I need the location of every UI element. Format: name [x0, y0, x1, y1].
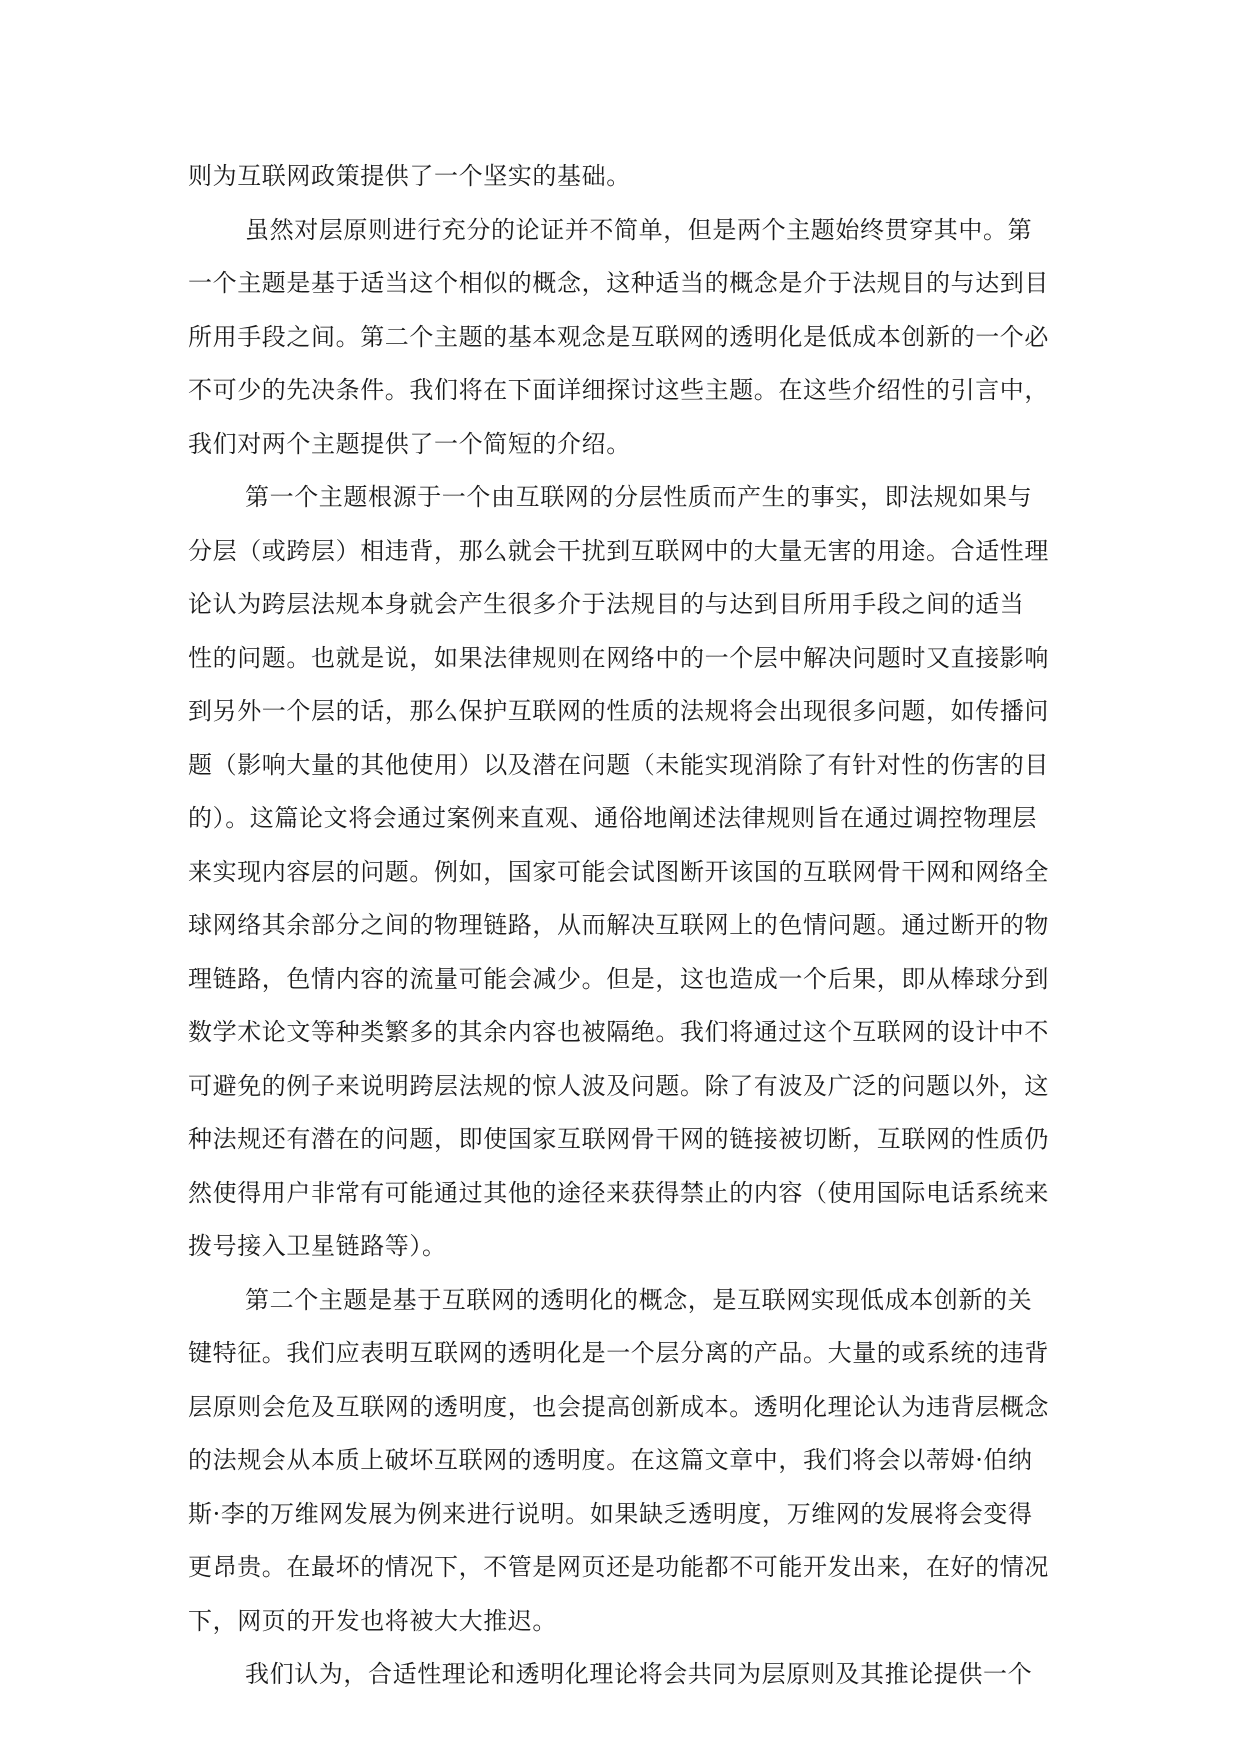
text-line: 所用手段之间。第二个主题的基本观念是互联网的透明化是低成本创新的一个必: [188, 322, 1049, 351]
text-line: 理链路，色情内容的流量可能会减少。但是，这也造成一个后果，即从棒球分到: [188, 964, 1049, 993]
paragraph-first-line: 我们认为，合适性理论和透明化理论将会共同为层原则及其推论提供一个: [245, 1660, 1033, 1688]
text-line: 键特征。我们应表明互联网的透明化是一个层分离的产品。大量的或系统的违背: [188, 1339, 1049, 1367]
text-line: 分层（或跨层）相违背，那么就会干扰到互联网中的大量无害的用途。合适性理: [188, 536, 1049, 565]
text-line: 不可少的先决条件。我们将在下面详细探讨这些主题。在这些介绍性的引言中，: [188, 376, 1049, 404]
text-line: 题（影响大量的其他使用）以及潜在问题（未能实现消除了有针对性的伤害的目: [188, 750, 1049, 779]
text-line: 论认为跨层法规本身就会产生很多介于法规目的与达到目所用手段之间的适当: [188, 590, 1025, 618]
text-line: 更昂贵。在最坏的情况下，不管是网页还是功能都不可能开发出来，在好的情况: [188, 1553, 1049, 1581]
text-line: 拨号接入卫星链路等）。: [188, 1232, 447, 1260]
text-line: 我们对两个主题提供了一个简短的介绍。: [188, 429, 631, 458]
text-line: 则为互联网政策提供了一个坚实的基础。: [188, 162, 631, 190]
text-line: 斯·李的万维网发展为例来进行说明。如果缺乏透明度，万维网的发展将会变得: [188, 1499, 1033, 1528]
text-line: 球网络其余部分之间的物理链路，从而解决互联网上的色情问题。通过断开的物: [188, 911, 1049, 939]
text-line: 的法规会从本质上破坏互联网的透明度。在这篇文章中，我们将会以蒂姆·伯纳: [188, 1446, 1033, 1474]
text-line: 下，网页的开发也将被大大推迟。: [188, 1606, 557, 1635]
text-line: 来实现内容层的问题。例如，国家可能会试图断开该国的互联网骨干网和网络全: [188, 857, 1049, 886]
text-line: 层原则会危及互联网的透明度，也会提高创新成本。透明化理论认为违背层概念: [188, 1392, 1049, 1421]
text-line: 一个主题是基于适当这个相似的概念，这种适当的概念是介于法规目的与达到目: [188, 269, 1049, 297]
text-line: 的）。这篇论文将会通过案例来直观、通俗地阐述法律规则旨在通过调控物理层: [188, 804, 1037, 832]
text-line: 可避免的例子来说明跨层法规的惊人波及问题。除了有波及广泛的问题以外，这: [188, 1071, 1049, 1100]
paragraph-first-line: 虽然对层原则进行充分的论证并不简单，但是两个主题始终贯穿其中。第: [245, 215, 1033, 244]
body-text: [188, 150, 1050, 1702]
text-line: 然使得用户非常有可能通过其他的途径来获得禁止的内容（使用国际电话系统来: [188, 1178, 1049, 1207]
text-line: 数学术论文等种类繁多的其余内容也被隔绝。我们将通过这个互联网的设计中不: [188, 1018, 1049, 1046]
paragraph-first-line: 第一个主题根源于一个由互联网的分层性质而产生的事实，即法规如果与: [245, 483, 1033, 511]
text-line: 性的问题。也就是说，如果法律规则在网络中的一个层中解决问题时又直接影响: [188, 643, 1049, 672]
text-line: 到另外一个层的话，那么保护互联网的性质的法规将会出现很多问题，如传播问: [188, 697, 1049, 725]
text-line: 种法规还有潜在的问题，即使国家互联网骨干网的链接被切断，互联网的性质仍: [188, 1125, 1049, 1153]
paragraph-first-line: 第二个主题是基于互联网的透明化的概念，是互联网实现低成本创新的关: [245, 1285, 1033, 1314]
